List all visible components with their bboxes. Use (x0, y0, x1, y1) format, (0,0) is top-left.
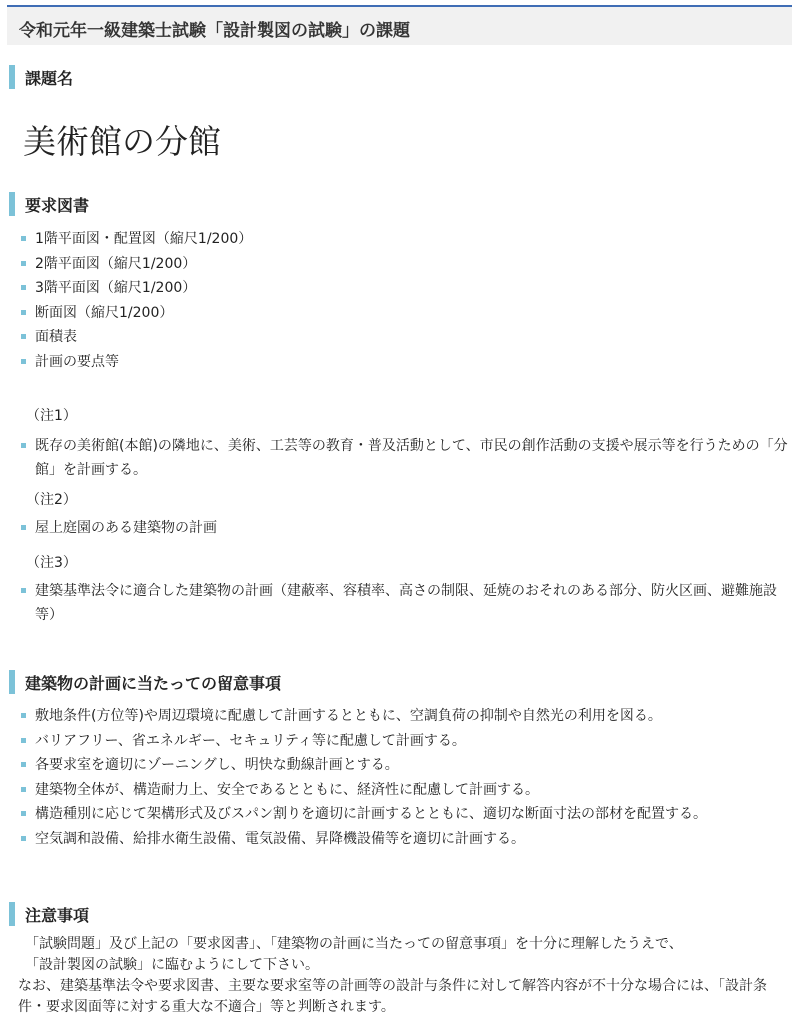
list-item (20, 729, 790, 754)
bullet-icon (21, 261, 26, 266)
list-item-text: 屋上庭園のある建築物の計画 (35, 520, 217, 536)
bullet-icon (21, 310, 26, 315)
bullet-icon (21, 738, 26, 743)
note-1-list (20, 434, 790, 482)
list-item-text: 3階平面図（縮尺1/200） (35, 280, 197, 296)
list-item (20, 516, 790, 541)
list-item (20, 827, 790, 852)
heading-accent-bar (9, 902, 15, 926)
considerations-list (20, 704, 790, 851)
cautions-line-2: 「設計製図の試験」に臨むようにして下さい。 (25, 957, 319, 973)
list-item-text: 1階平面図・配置図（縮尺1/200） (35, 231, 253, 247)
list-item (20, 778, 790, 803)
bullet-icon (21, 811, 26, 816)
list-item (20, 802, 790, 827)
note-2-list (20, 516, 790, 541)
bullet-icon (21, 762, 26, 767)
list-item (20, 301, 790, 326)
task-title: 美術館の分館 (23, 122, 221, 161)
bullet-icon (21, 359, 26, 364)
list-item-text: 敷地条件(方位等)や周辺環境に配慮して計画するとともに、空調負荷の抑制や自然光の利用を図る。 (35, 708, 662, 724)
section-heading-label: 建築物の計画に当たっての留意事項 (25, 673, 282, 693)
heading-accent-bar (9, 670, 15, 694)
list-item (20, 434, 790, 482)
list-item-text: 断面図（縮尺1/200） (35, 304, 174, 321)
list-item-text: 各要求室を適切にゾーニングし、明快な動線計画とする。 (35, 757, 399, 773)
required-drawings-list (20, 227, 790, 374)
list-item (20, 753, 790, 778)
list-item-text: 計画の要点等 (35, 353, 119, 370)
list-item (20, 579, 790, 627)
section-heading-required-drawings (9, 192, 89, 216)
bullet-icon (21, 525, 26, 530)
note-label-1: （注1） (26, 408, 77, 424)
list-item (20, 350, 790, 375)
bullet-icon (21, 588, 26, 593)
list-item-text: 建築基準法令に適合した建築物の計画（建蔽率、容積率、高さの制限、延焼のおそれのある部分、防火区画、避難施設 等） (35, 583, 791, 623)
section-heading-task-name (9, 65, 73, 89)
list-item (20, 276, 790, 301)
list-item (20, 704, 790, 729)
list-item-text: 2階平面図（縮尺1/200） (35, 255, 197, 272)
bullet-icon (21, 787, 26, 792)
section-heading-considerations (9, 670, 281, 694)
bullet-icon (21, 443, 26, 448)
section-heading-cautions (9, 902, 89, 926)
section-heading-label: 課題名 (25, 68, 74, 88)
cautions-paragraph (18, 934, 783, 1018)
list-item (20, 227, 790, 252)
bullet-icon (21, 334, 26, 339)
list-item (20, 325, 790, 350)
note-label-2: （注2） (26, 492, 77, 508)
note-3-list (20, 579, 790, 627)
list-item-text: 構造種別に応じて架構形式及びスパン割りを適切に計画するとともに、適切な断面寸法の部材を配置する。 (35, 806, 707, 822)
bullet-icon (21, 285, 26, 290)
cautions-line-1: 「試験問題」及び上記の「要求図書」、「建築物の計画に当たっての留意事項」を十分に理解したうえで、 (25, 936, 683, 952)
list-item-text: 既存の美術館(本館)の隣地に、美術、工芸等の教育・普及活動として、市民の創作活動の支援や展示等を行うための「分館」を計画する。 (35, 438, 788, 478)
bullet-icon (21, 713, 26, 718)
page-header (7, 5, 792, 45)
list-item-text: 空気調和設備、給排水衛生設備、電気設備、昇降機設備等を適切に計画する。 (35, 830, 525, 847)
section-heading-label: 注意事項 (25, 905, 90, 925)
section-heading-label: 要求図書 (25, 195, 90, 215)
list-item-text: バリアフリー、省エネルギー、セキュリティ等に配慮して計画する。 (35, 732, 466, 749)
page-title: 令和元年一級建築士試験「設計製図の試験」の課題 (19, 21, 410, 41)
bullet-icon (21, 836, 26, 841)
list-item (20, 252, 790, 277)
cautions-line-3: なお、建築基準法令や要求図書、主要な要求室等の計画等の設計与条件に対して解答内容が不十分な場合には、「設計条件・要求図面等に対する重大な不適合」等と判断されます。 (18, 978, 767, 1015)
note-label-3: （注3） (26, 555, 77, 571)
list-item-text: 面積表 (35, 329, 77, 345)
heading-accent-bar (9, 65, 15, 89)
bullet-icon (21, 236, 26, 241)
heading-accent-bar (9, 192, 15, 216)
list-item-text: 建築物全体が、構造耐力上、安全であるとともに、経済性に配慮して計画する。 (35, 781, 539, 798)
